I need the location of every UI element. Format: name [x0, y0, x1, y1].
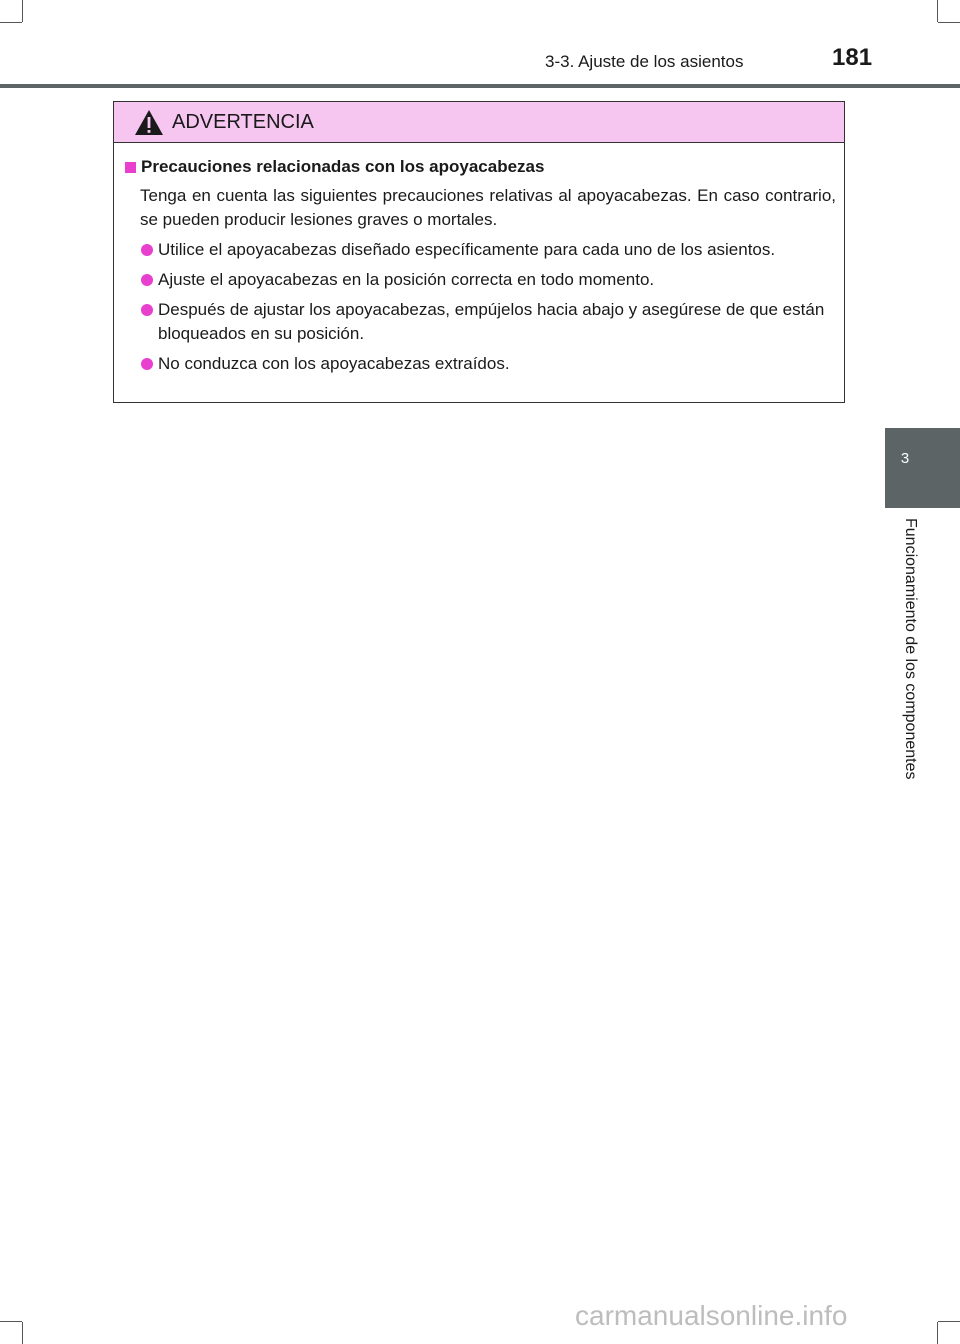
warning-box: [113, 101, 845, 403]
warning-subheading: [124, 155, 836, 179]
list-item: [124, 298, 836, 346]
round-bullet-icon: [141, 244, 153, 256]
list-item: [124, 238, 836, 262]
square-bullet-icon: [125, 162, 136, 173]
crop-mark: [938, 22, 960, 23]
chapter-label-text: Funcionamiento de los componentes: [902, 518, 919, 780]
round-bullet-icon: [141, 274, 153, 286]
warning-bullet-list: [124, 238, 836, 376]
list-item-text: Ajuste el apoyacabezas en la posición correcta en todo momento.: [158, 270, 655, 289]
crop-mark: [22, 0, 23, 22]
warning-triangle-icon: [134, 109, 164, 136]
watermark: carmanualsonline.info: [575, 1300, 848, 1331]
crop-mark: [0, 1321, 22, 1322]
chapter-tab: [885, 428, 960, 508]
list-item-text: Después de ajustar los apoyacabezas, empújelos hacia abajo y asegúrese de que están bloqueados en su posición.: [158, 300, 825, 343]
chapter-label: [902, 518, 922, 818]
crop-mark: [937, 1322, 938, 1344]
warning-header: [114, 102, 844, 143]
header-rule: [0, 84, 960, 88]
warning-intro: Tenga en cuenta las siguientes precauciones relativas al apoyacabezas. En caso contrario, se pueden producir lesiones graves o mortales.: [140, 186, 836, 229]
warning-body: [114, 143, 844, 376]
warning-title: ADVERTENCIA: [172, 111, 314, 133]
round-bullet-icon: [141, 304, 153, 316]
page-number: 181: [832, 44, 873, 71]
list-item: [124, 352, 836, 376]
round-bullet-icon: [141, 358, 153, 370]
list-item: [124, 268, 836, 292]
section-title: 3-3. Ajuste de los asientos: [545, 52, 744, 71]
list-item-text: No conduzca con los apoyacabezas extraídos.: [158, 354, 510, 373]
list-item-text: Utilice el apoyacabezas diseñado específicamente para cada uno de los asientos.: [158, 240, 776, 259]
crop-mark: [22, 1322, 23, 1344]
crop-mark: [0, 22, 22, 23]
crop-mark: [938, 1321, 960, 1322]
chapter-number: 3: [900, 450, 910, 467]
warning-subheading-text: Precauciones relacionadas con los apoyacabezas: [141, 157, 545, 176]
crop-mark: [937, 0, 938, 22]
